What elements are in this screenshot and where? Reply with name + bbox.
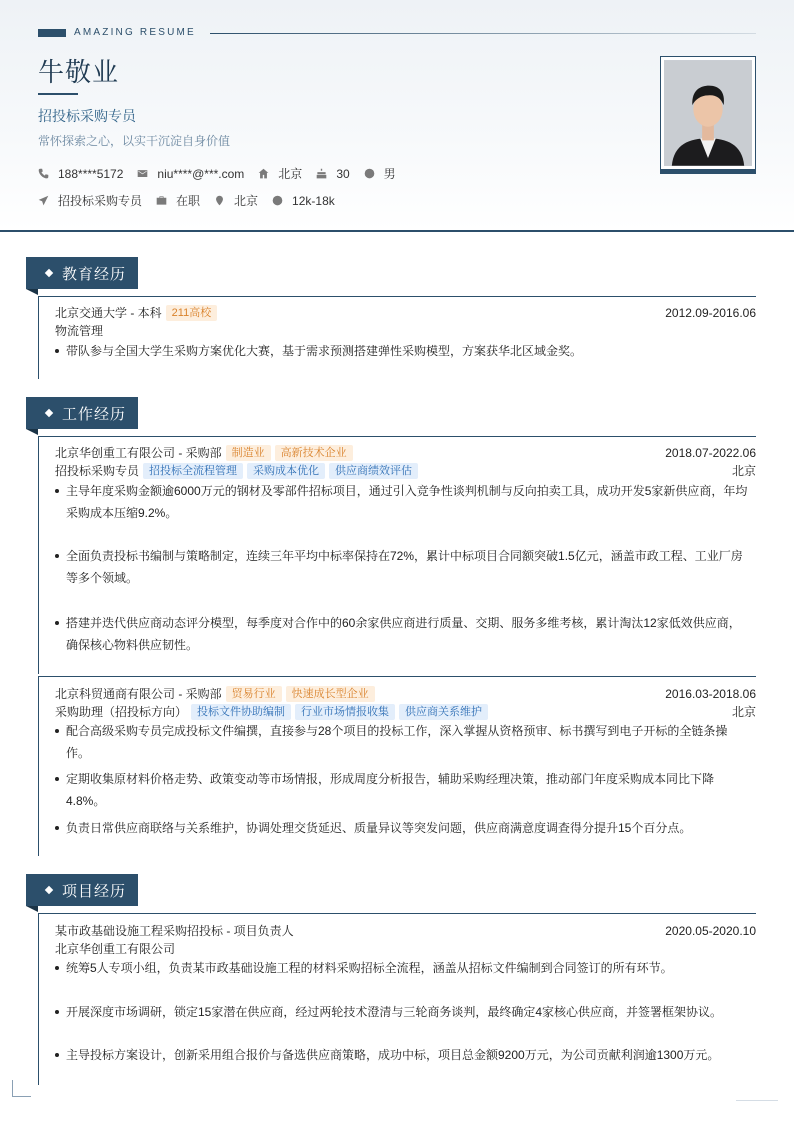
education-date: 2012.09-2016.06 (665, 305, 756, 320)
project-block (38, 913, 756, 1085)
project-header-row (55, 922, 756, 939)
diamond-icon (45, 409, 53, 417)
section-title-education (26, 257, 138, 289)
section-title-work (26, 397, 138, 429)
project-date: 2020.05-2020.10 (665, 923, 756, 938)
location-icon (214, 195, 225, 206)
section-title-text: 教育经历 (62, 265, 127, 283)
work-block-1 (38, 436, 756, 674)
role-tag: 供应商绩效评估 (329, 463, 418, 479)
info-email (137, 167, 244, 181)
company-tag: 制造业 (226, 445, 271, 461)
brand-text: AMAZING RESUME (74, 27, 196, 38)
job-bullet: 搭建并迭代供应商动态评分模型，每季度对合作中的60余家供应商进行质量、交期、服务多维考核，累计淘汰12家低效供应商，确保核心物料供应韧性。 (55, 612, 750, 656)
project-bullet: 主导投标方案设计，创新采用组合报价与备选供应商策略，成功中标，项目总金额9200万元，为公司贡献利润逾1300万元。 (55, 1044, 750, 1066)
gender-icon (364, 168, 375, 179)
profile-photo-frame (660, 56, 756, 170)
email-text: niu****@***.com (157, 166, 245, 181)
portrait-icon (664, 60, 752, 166)
diamond-icon (45, 886, 53, 894)
age-text: 30 (336, 166, 350, 181)
company-tag: 快速成长型企业 (286, 686, 375, 702)
send-icon (38, 195, 49, 206)
role-tag: 采购成本优化 (247, 463, 325, 479)
motto: 常怀探索之心，以实干沉淀自身价值 (38, 134, 231, 148)
brand-line (210, 33, 756, 34)
job-role-row (55, 703, 756, 720)
brand-bar (38, 29, 66, 37)
role-tag: 行业市场情报收集 (295, 704, 395, 720)
job-city: 北京 (731, 464, 756, 478)
company-tag: 贸易行业 (226, 686, 282, 702)
job-header-row (55, 444, 756, 461)
status-text: 在职 (176, 194, 201, 208)
job-city: 北京 (731, 705, 756, 719)
major-row (55, 322, 756, 339)
photo-accent-bar (660, 170, 756, 174)
education-bullet: 带队参与全国大学生采购方案优化大赛，基于需求预测搭建弹性采购模型，方案获华北区域金奖。 (55, 340, 750, 362)
salary-icon (272, 195, 283, 206)
project-name: 某市政基础设施工程采购招投标 - 项目负责人 (55, 924, 294, 938)
project-org: 北京华创重工有限公司 (55, 942, 176, 956)
job-date: 2016.03-2018.06 (665, 686, 756, 701)
resume-header (0, 0, 794, 232)
section-title-project (26, 874, 138, 906)
work-block-2 (38, 676, 756, 856)
company-name: 北京华创重工有限公司 - 采购部 (55, 446, 222, 460)
school-name: 北京交通大学 - 本科 (55, 306, 162, 320)
job-title: 招投标采购专员 (38, 108, 136, 124)
job-date: 2018.07-2022.06 (665, 445, 756, 460)
info-home (258, 165, 302, 182)
info-target-city (214, 192, 258, 209)
job-bullet: 配合高级采购专员完成投标文件编撰，直接参与28个项目的投标工作，深入掌握从资格预审、标书撰写到电子开标的全链条操作。 (55, 720, 750, 764)
job-bullet: 全面负责投标书编制与策略制定，连续三年平均中标率保持在72%，累计中标项目合同额突破1.5亿元，涵盖市政工程、工业厂房等多个领域。 (55, 545, 750, 589)
info-phone (38, 167, 123, 181)
education-block (38, 296, 756, 379)
education-header-row (55, 304, 756, 321)
info-salary (272, 194, 335, 208)
info-age (316, 167, 349, 181)
company-name: 北京科贸通商有限公司 - 采购部 (55, 687, 222, 701)
home-text: 北京 (278, 167, 303, 181)
info-row-intent (38, 192, 349, 209)
name-underline (38, 93, 78, 95)
project-org-row (55, 940, 756, 957)
job-role: 采购助理（招投标方向） (55, 705, 188, 719)
section-title-text: 项目经历 (62, 882, 127, 900)
job-role: 招投标采购专员 (55, 464, 140, 478)
company-tag: 高新技术企业 (275, 445, 353, 461)
target-role-text: 招投标采购专员 (58, 194, 143, 208)
candidate-name: 牛敬业 (38, 57, 120, 87)
section-title-text: 工作经历 (62, 405, 127, 423)
mail-icon (137, 168, 148, 179)
gender-text: 男 (383, 167, 396, 181)
info-status (156, 192, 200, 209)
job-bullet: 主导年度采购金额逾6000万元的钢材及零部件招标项目，通过引入竞争性谈判机制与反向拍卖工具，成功开发5家新供应商，年均采购成本压缩9.2%。 (55, 480, 750, 524)
project-bullet: 统筹5人专项小组，负责某市政基础设施工程的材料采购招标全流程，涵盖从招标文件编制到合同签订的所有环节。 (55, 957, 750, 979)
job-header-row (55, 685, 756, 702)
project-bullet: 开展深度市场调研，锁定15家潜在供应商，经过两轮技术澄清与三轮商务谈判，最终确定4家核心供应商，并签署框架协议。 (55, 1001, 750, 1023)
role-tag: 招投标全流程管理 (143, 463, 243, 479)
page-corner-mark (12, 1080, 31, 1097)
job-bullet: 定期收集原材料价格走势、政策变动等市场情报，形成周度分析报告，辅助采购经理决策，推动部门年度采购成本同比下降4.8%。 (55, 768, 750, 812)
school-tag: 211高校 (166, 305, 218, 321)
major: 物流管理 (55, 324, 104, 338)
info-row-contact (38, 165, 410, 182)
briefcase-icon (156, 195, 167, 206)
job-role-row (55, 462, 756, 479)
role-tag: 供应商关系维护 (399, 704, 488, 720)
info-target-role (38, 192, 142, 209)
phone-icon (38, 168, 49, 179)
info-gender (364, 165, 396, 182)
role-tag: 投标文件协助编制 (191, 704, 291, 720)
salary-text: 12k-18k (292, 193, 335, 208)
home-icon (258, 168, 269, 179)
diamond-icon (45, 269, 53, 277)
target-city-text: 北京 (234, 194, 259, 208)
page-corner-line (736, 1100, 778, 1101)
profile-photo (664, 60, 752, 166)
phone-text: 188****5172 (58, 166, 124, 181)
job-bullet: 负责日常供应商联络与关系维护，协调处理交货延迟、质量异议等突发问题，供应商满意度调查得分提升15个百分点。 (55, 817, 750, 839)
cake-icon (316, 168, 327, 179)
